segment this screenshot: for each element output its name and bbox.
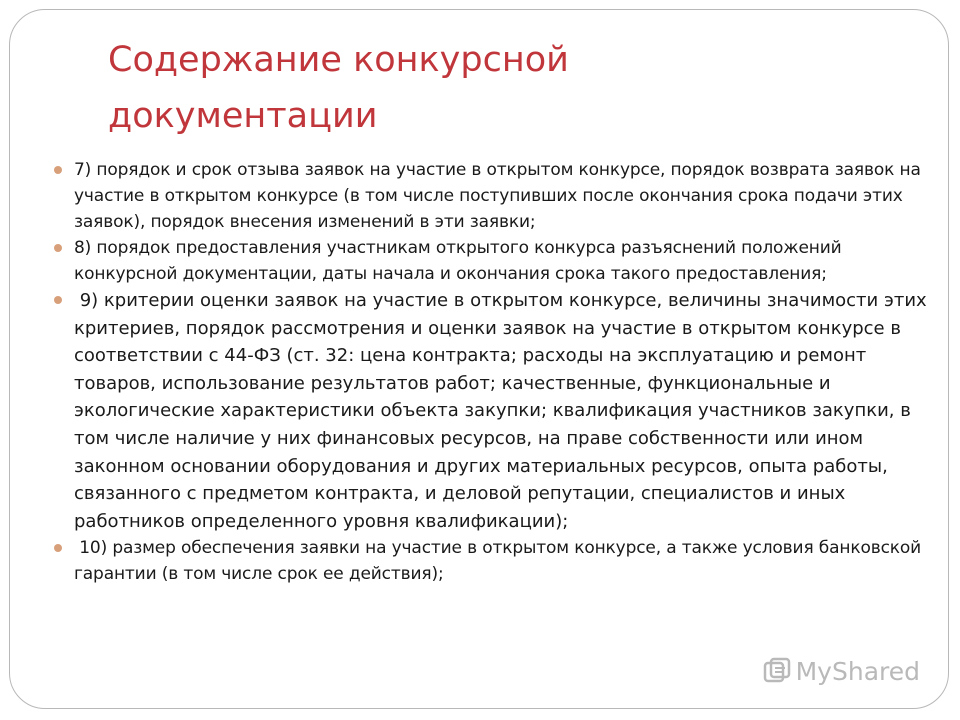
- bullet-dot-icon: [54, 544, 62, 552]
- bullet-item-9: [52, 287, 932, 535]
- bullet-text: 7) порядок и срок отзыва заявок на участие в открытом конкурсе, порядок возврата заявок на участие в открытом конкурсе (в том числе поступивших после окончания срока подачи этих заявок), порядок внесения изменений в эти заявки;: [74, 160, 921, 232]
- title-line-2: документации: [108, 96, 378, 136]
- slide: [9, 9, 949, 709]
- watermark-text: MyShared: [795, 656, 920, 686]
- myshared-watermark: [762, 656, 920, 686]
- bullet-item-7: [52, 157, 932, 235]
- bullet-dot-icon: [54, 244, 62, 252]
- bullet-list: [52, 157, 932, 587]
- title-line-1: Содержание конкурсной: [108, 40, 569, 80]
- slide-title: [108, 32, 748, 144]
- bullet-text: 8) порядок предоставления участникам открытого конкурса разъяснений положений конкурсной документации, даты начала и окончания срока такого предоставления;: [74, 238, 842, 284]
- bullet-item-10: [52, 535, 932, 587]
- bullet-dot-icon: [54, 296, 62, 304]
- bullet-text: 10) размер обеспечения заявки на участие в открытом конкурсе, а также условия банковской гарантии (в том числе срок ее действия);: [74, 538, 927, 585]
- bullet-text: 9) критерии оценки заявок на участие в открытом конкурсе, величины значимости этих критериев, порядок рассмотрения и оценки заявок на участие в открытом конкурсе в соответствии с 44-ФЗ (ст. 32: цена контракта; расходы на эксплуатацию и ремонт товаров, использование результатов работ; качественные, функциональные и экологические характеристики объекта закупки; квалификация участников закупки, в том числе наличие у них финансовых ресурсов, на праве собственности или ином законном основании оборудования и других материальных ресурсов, опыта работы, связанного с предметом контракта, и деловой репутации, специалистов и иных работников определенного уровня квалификации);: [74, 290, 933, 532]
- bullet-dot-icon: [54, 166, 62, 174]
- myshared-logo-icon: [762, 656, 792, 686]
- bullet-item-8: [52, 235, 932, 287]
